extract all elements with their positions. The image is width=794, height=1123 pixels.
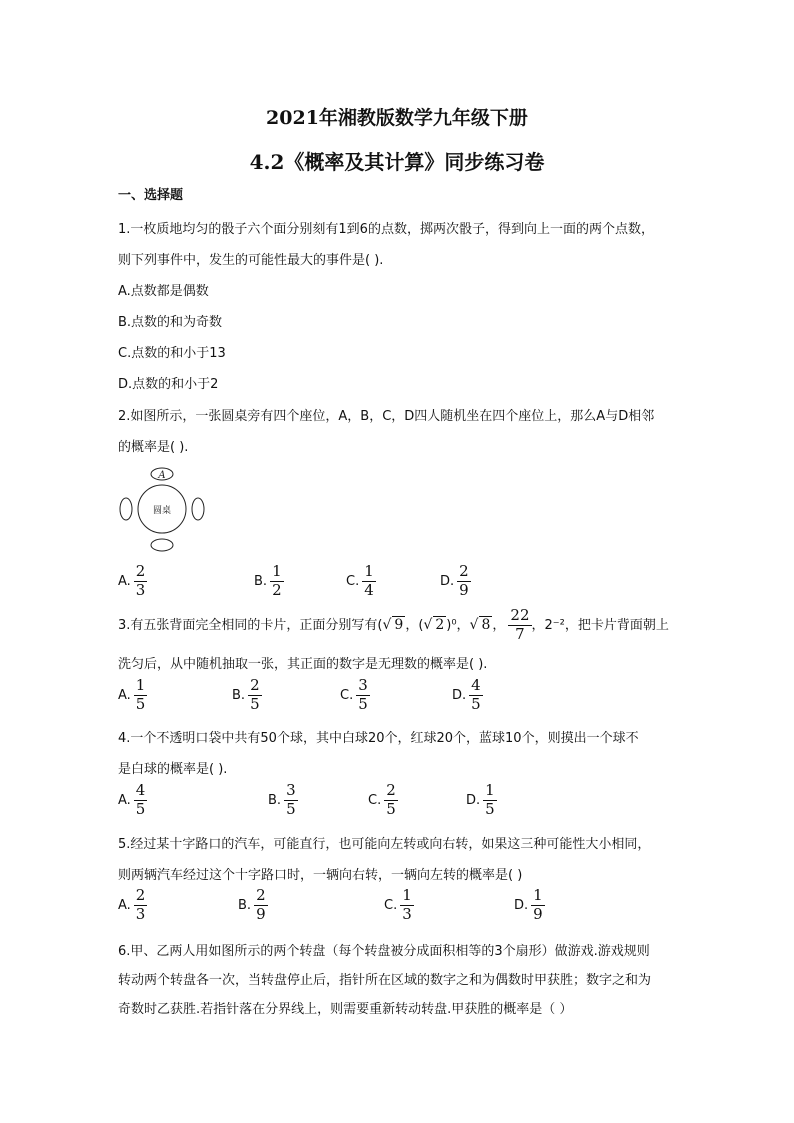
q1-option-b: B.点数的和为奇数 <box>118 315 223 330</box>
q5-option-a: A. $\frac{2}{3}$ <box>118 886 146 923</box>
q5-option-d: D. $\frac{1}{9}$ <box>514 886 543 923</box>
q3-line-2: 洗匀后，从中随机抽取一张，其正面的数字是无理数的概率是( ). <box>118 657 488 672</box>
seat-right <box>192 498 204 520</box>
q4-option-a: A. $\frac{4}{5}$ <box>118 781 146 818</box>
fraction-22-7: $\frac{22}{7}$ <box>510 606 530 643</box>
document-subtitle: 4.2《概率及其计算》同步练习卷 <box>249 150 545 174</box>
q2-line-1: 2.如图所示，一张圆桌旁有四个座位，A，B，C，D四人随机坐在四个座位上，那么A与D相邻 <box>118 409 655 424</box>
q3-option-d: D. $\frac{4}{5}$ <box>452 676 481 713</box>
q1-line-2: 则下列事件中，发生的可能性最大的事件是( ). <box>118 253 384 268</box>
q2-option-d: D. $\frac{2}{9}$ <box>440 562 469 599</box>
q3-option-a: A. $\frac{1}{5}$ <box>118 676 146 713</box>
sqrt-8: 8 <box>481 616 491 633</box>
q4-option-b: B. $\frac{3}{5}$ <box>268 781 296 818</box>
table-label: 圆桌 <box>152 506 172 516</box>
q6-line-3: 奇数时乙获胜.若指针落在分界线上，则需要重新转动转盘.甲获胜的概率是（ ） <box>118 1002 573 1017</box>
q4-option-c: C. $\frac{2}{5}$ <box>368 781 396 818</box>
seat-label-a: A <box>158 470 166 481</box>
q5-line-2: 则两辆汽车经过这个十字路口时，一辆向右转，一辆向左转的概率是( ) <box>118 868 523 883</box>
seat-left <box>120 498 132 520</box>
q1-option-c: C.点数的和小于13 <box>118 346 226 361</box>
q2-option-a: A. $\frac{2}{3}$ <box>118 562 146 599</box>
q5-option-c: C. $\frac{1}{3}$ <box>384 886 412 923</box>
q4-line-1: 4.一个不透明口袋中共有50个球，其中白球20个，红球20个，蓝球10个，则摸出一个球不 <box>118 731 639 746</box>
round-table-figure <box>116 464 210 556</box>
q5-option-b: B. $\frac{2}{9}$ <box>238 886 266 923</box>
sqrt-2: 2 <box>435 616 445 633</box>
q3-option-c: C. $\frac{3}{5}$ <box>340 676 368 713</box>
q5-line-1: 5.经过某十字路口的汽车，可能直行，也可能向左转或向右转，如果这三种可能性大小相同， <box>118 837 651 852</box>
sqrt-9: 9 <box>394 616 404 633</box>
seat-bottom <box>151 539 173 551</box>
q2-option-c: C. $\frac{1}{4}$ <box>346 562 374 599</box>
q4-option-d: D. $\frac{1}{5}$ <box>466 781 495 818</box>
q6-line-2: 转动两个转盘各一次，当转盘停止后，指针所在区域的数字之和为偶数时甲获胜；数字之和为 <box>118 973 652 988</box>
document-title: 2021年湘教版数学九年级下册 <box>266 107 528 129</box>
q2-line-2: 的概率是( ). <box>118 440 189 455</box>
q3-option-b: B. $\frac{2}{5}$ <box>232 676 260 713</box>
q1-option-d: D.点数的和小于2 <box>118 377 219 392</box>
q3-line-1: 3.有五张背面完全相同的卡片，正面分别写有(√ 9 ，(√ 2 )⁰，√ 8 ， $\frac{22}{7}$ ，2⁻²，把卡片背面朝上 <box>118 606 669 643</box>
q2-option-b: B. $\frac{1}{2}$ <box>254 562 282 599</box>
q1-line-1: 1.一枚质地均匀的骰子六个面分别刻有1到6的点数，掷两次骰子，得到向上一面的两个点数， <box>118 222 654 237</box>
q6-line-1: 6.甲、乙两人用如图所示的两个转盘（每个转盘被分成面积相等的3个扇形）做游戏.游戏规则 <box>118 944 650 959</box>
q4-line-2: 是白球的概率是( ). <box>118 762 228 777</box>
q1-option-a: A.点数都是偶数 <box>118 284 209 299</box>
section-heading: 一、选择题 <box>118 188 184 203</box>
